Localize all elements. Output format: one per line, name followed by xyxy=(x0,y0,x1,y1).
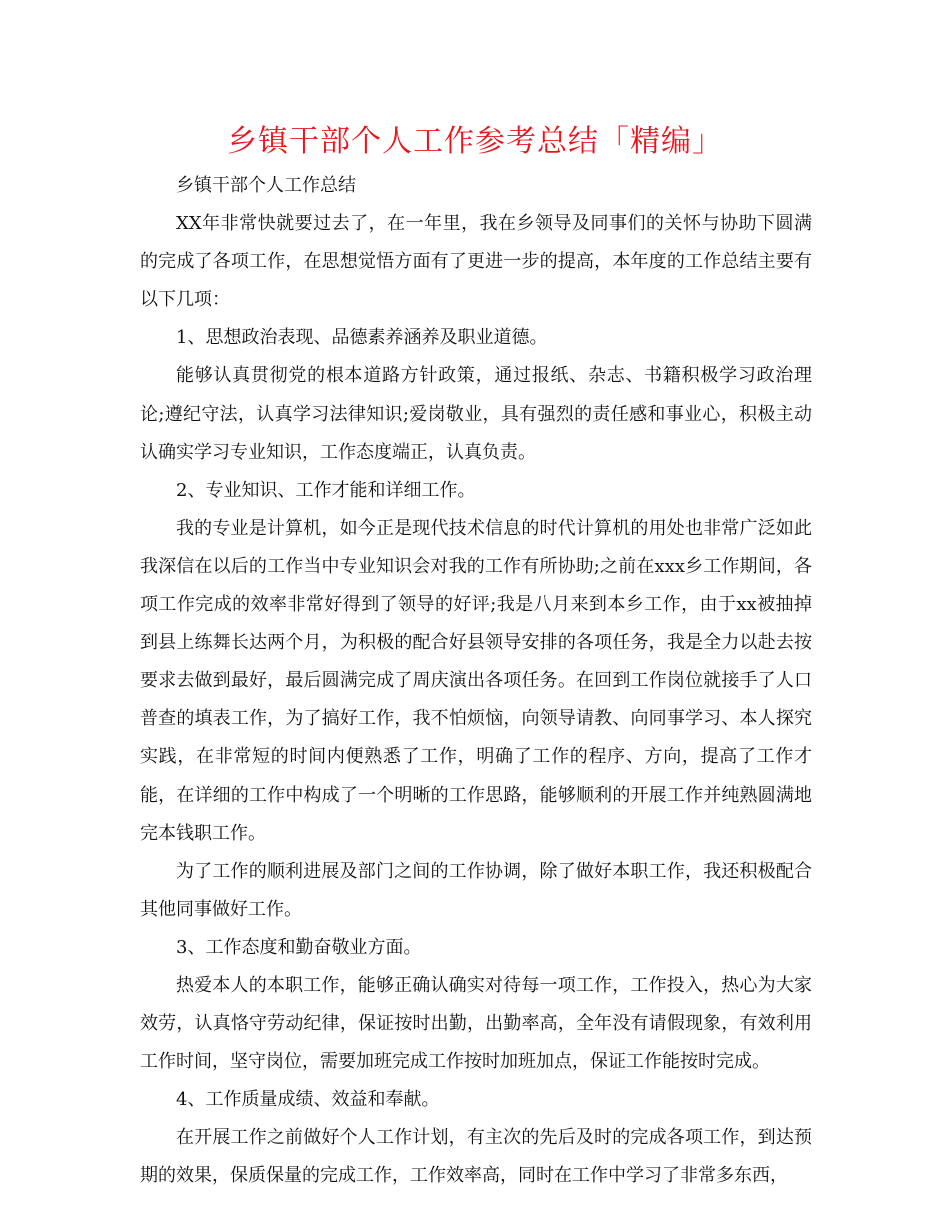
section-heading-3: 3、工作态度和勤奋敬业方面。 xyxy=(176,936,422,958)
section-4-paragraph: 在开展工作之前做好个人工作计划，有主次的先后及时的完成各项工作，到达预期的效果，保质保量的完成工作，工作效率高，同时在工作中学习了非常多东西， xyxy=(140,1127,812,1187)
section-heading-4: 4、工作质量成绩、效益和奉献。 xyxy=(176,1089,440,1111)
document-body xyxy=(140,167,812,1196)
section-heading-2: 2、专业知识、工作才能和详细工作。 xyxy=(176,479,476,501)
section-heading-1: 1、思想政治表现、品德素养涵养及职业道德。 xyxy=(176,327,548,349)
section-2-paragraph-2: 为了工作的顺利进展及部门之间的工作协调，除了做好本职工作，我还积极配合其他同事做好工作。 xyxy=(140,860,812,920)
document-title: 乡镇干部个人工作参考总结「精编」 xyxy=(227,124,723,159)
subtitle-paragraph: 乡镇干部个人工作总结 xyxy=(176,175,356,196)
intro-paragraph: XX年非常快就要过去了，在一年里，我在乡领导及同事们的关怀与协助下圆满的完成了各项工作，在思想觉悟方面有了更进一步的提高，本年度的工作总结主要有以下几项： xyxy=(140,213,812,311)
section-2-paragraph: 我的专业是计算机，如今正是现代技术信息的时代计算机的用处也非常广泛如此我深信在以后的工作当中专业知识会对我的工作有所协助;之前在xxx乡工作期间，各项工作完成的效率非常好得到了领导的好评;我是八月来到本乡工作，由于xx被抽掉到县上练舞长达两个月，为积极的配合好县领导安排的各项任务，我是全力以赴去按要求去做到最好，最后圆满完成了周庆演出各项任务。在回到工作岗位就接手了人口普查的填表工作，为了搞好工作，我不怕烦恼，向领导请教、向同事学习、本人探究实践，在非常短的时间内便熟悉了工作，明确了工作的程序、方向，提高了工作才能，在详细的工作中构成了一个明晰的工作思路，能够顺利的开展工作并纯熟圆满地完本钱职工作。 xyxy=(140,517,812,844)
section-1-paragraph: 能够认真贯彻党的根本道路方针政策，通过报纸、杂志、书籍积极学习政治理论;遵纪守法，认真学习法律知识;爱岗敬业，具有强烈的责任感和事业心，积极主动认确实学习专业知识，工作态度端正，认真负责。 xyxy=(140,365,812,463)
section-3-paragraph: 热爱本人的本职工作，能够正确认确实对待每一项工作，工作投入，热心为大家效劳，认真恪守劳动纪律，保证按时出勤，出勤率高，全年没有请假现象，有效利用工作时间，坚守岗位，需要加班完成工作按时加班加点，保证工作能按时完成。 xyxy=(140,974,812,1073)
